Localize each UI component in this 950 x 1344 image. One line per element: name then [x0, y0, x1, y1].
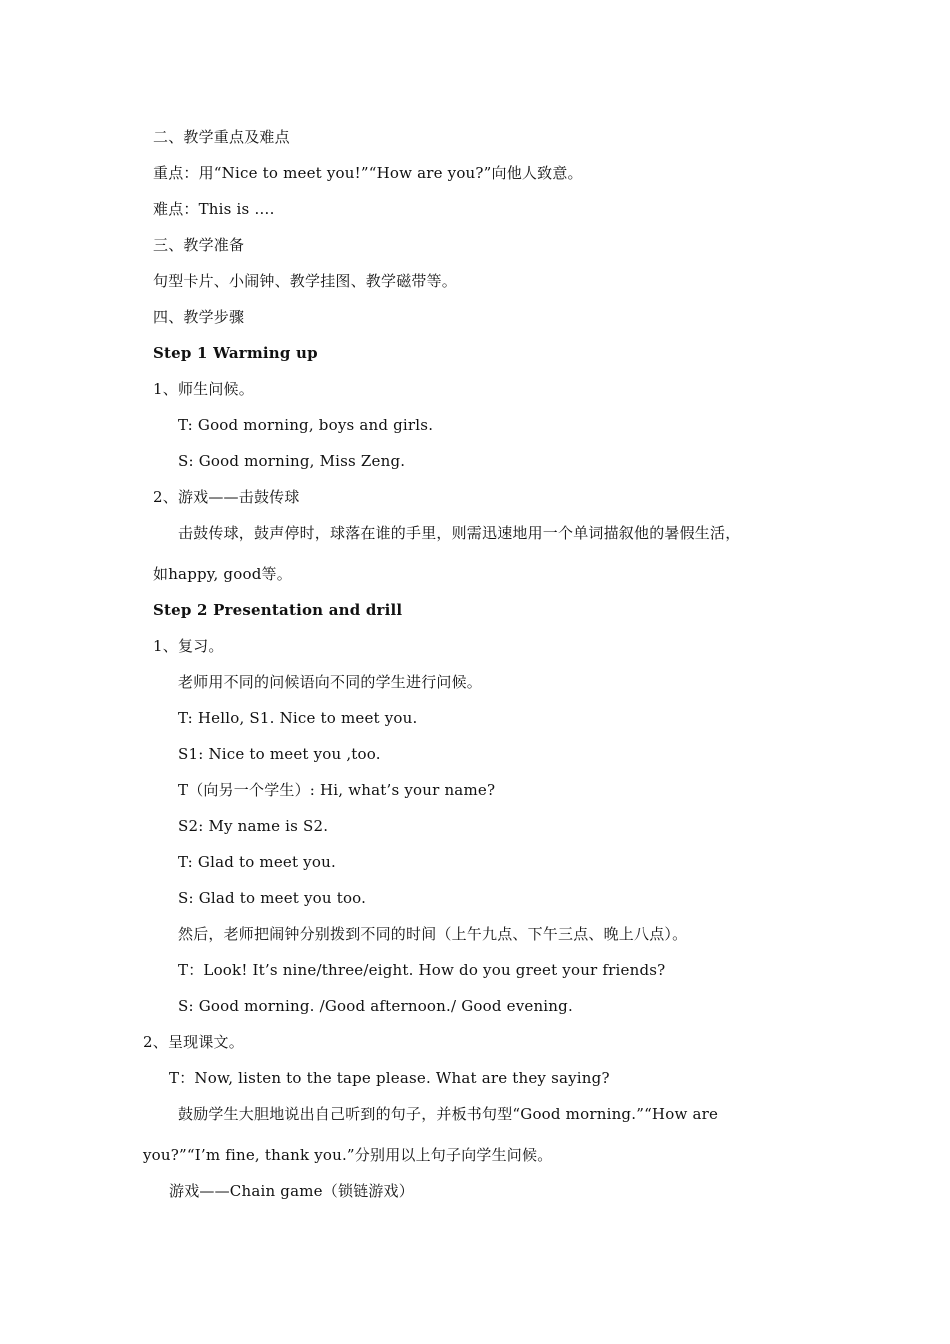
- dialogue-line: T（向另一个学生）: Hi, what’s your name?: [178, 781, 496, 799]
- encourage-description: 鼓励学生大胆地说出自己听到的句子，并板书句型“Good morning.”“How are: [178, 1105, 719, 1123]
- dialogue-line: T: Hello, S1. Nice to meet you.: [178, 709, 418, 727]
- dialogue-line: S: Glad to meet you too.: [178, 889, 367, 907]
- clock-description: 然后，老师把闹钟分别拨到不同的时间（上午九点、下午三点、晚上八点）。: [178, 925, 688, 943]
- preparation-text: 句型卡片、小闹钟、教学挂图、教学磁带等。: [153, 272, 458, 290]
- dialogue-line: S1: Nice to meet you ,too.: [178, 745, 381, 763]
- step-1-item-1: 1、师生问候。: [153, 380, 254, 398]
- dialogue-line: S: Good morning. /Good afternoon./ Good evening.: [178, 997, 573, 1015]
- step-1-heading: Step 1 Warming up: [153, 344, 318, 362]
- chain-game-text: 游戏——Chain game（锁链游戏）: [169, 1182, 414, 1200]
- step-1-item-2: 2、游戏——击鼓传球: [153, 488, 300, 506]
- key-point-text: 重点：用“Nice to meet you!”“How are you?”向他人致意。: [153, 164, 583, 182]
- dialogue-line: T: Good morning, boys and girls.: [178, 416, 434, 434]
- step-2-heading: Step 2 Presentation and drill: [153, 601, 403, 619]
- review-description: 老师用不同的问候语向不同的学生进行问候。: [178, 673, 483, 691]
- step-2-item-2: 2、呈现课文。: [143, 1033, 244, 1051]
- game-description-cont: 如happy, good等。: [153, 565, 292, 583]
- section-heading-key-points: 二、教学重点及难点: [153, 128, 290, 146]
- dialogue-line: S2: My name is S2.: [178, 817, 329, 835]
- dialogue-line: S: Good morning, Miss Zeng.: [178, 452, 406, 470]
- dialogue-line: T：Now, listen to the tape please. What are they saying?: [169, 1069, 610, 1087]
- difficult-point-text: 难点：This is ….: [153, 200, 275, 218]
- encourage-description-cont: you?”“I’m fine, thank you.”分别用以上句子向学生问候。: [143, 1146, 553, 1164]
- section-heading-preparation: 三、教学准备: [153, 236, 245, 254]
- section-heading-steps: 四、教学步骤: [153, 308, 245, 326]
- dialogue-line: T: Glad to meet you.: [178, 853, 336, 871]
- step-2-item-1: 1、复习。: [153, 637, 224, 655]
- dialogue-line: T：Look! It’s nine/three/eight. How do you greet your friends?: [178, 961, 666, 979]
- game-description: 击鼓传球，鼓声停时，球落在谁的手里，则需迅速地用一个单词描叙他的暑假生活，: [178, 524, 741, 542]
